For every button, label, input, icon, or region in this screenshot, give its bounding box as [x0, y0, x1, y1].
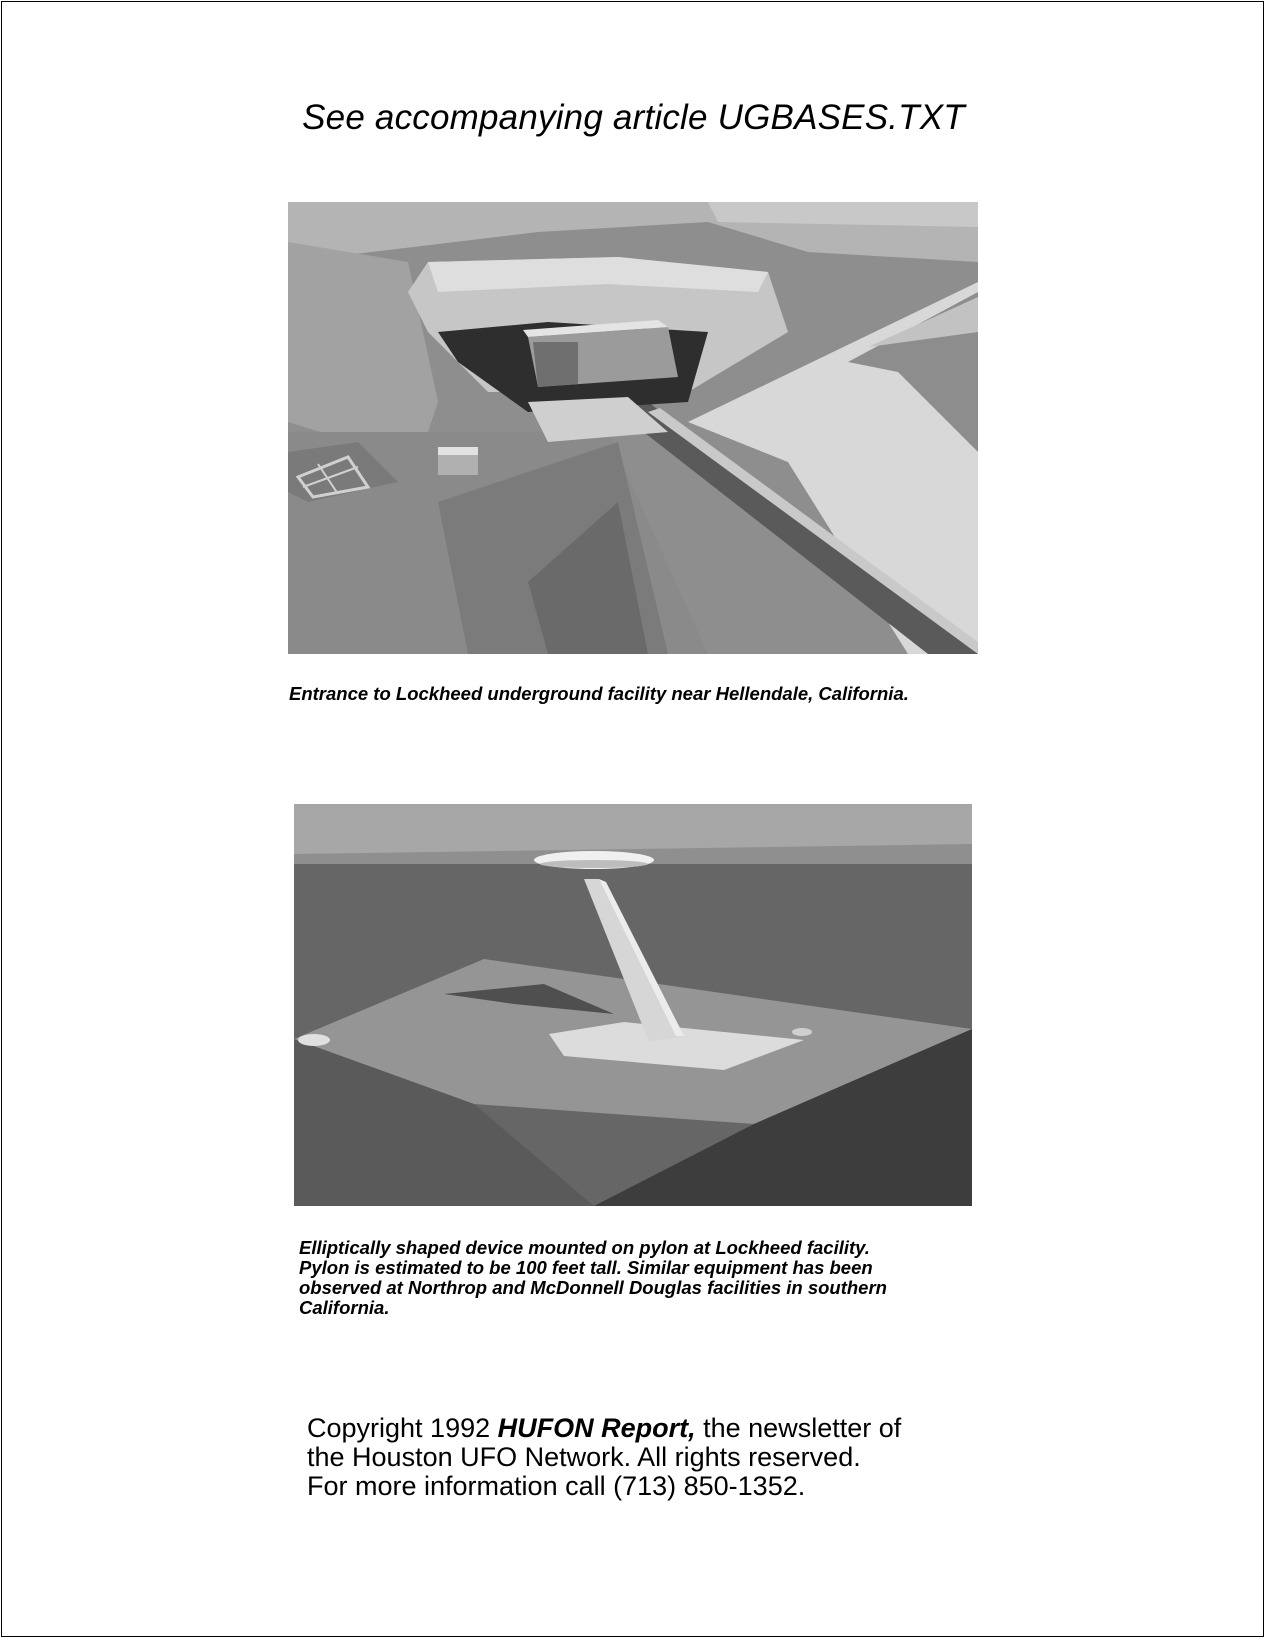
caption-line: observed at Northrop and McDonnell Douglas facilities in southern: [299, 1277, 887, 1298]
copyright-line-2: the Houston UFO Network. All rights reserved.: [307, 1442, 861, 1472]
pylon-device-photo: [294, 804, 972, 1206]
copyright-prefix: Copyright 1992: [307, 1413, 498, 1443]
copyright-line-1: [307, 1414, 901, 1443]
pylon-device-image: [294, 804, 972, 1206]
pylon-device-caption: [299, 1238, 979, 1318]
publication-name: HUFON Report,: [497, 1413, 696, 1443]
facility-entrance-image: [288, 202, 978, 654]
copyright-suffix: the newsletter of: [695, 1413, 902, 1443]
caption-line: California.: [299, 1297, 390, 1318]
facility-entrance-photo: [288, 202, 978, 654]
page-title: See accompanying article UGBASES.TXT: [302, 98, 965, 137]
copyright-notice: [307, 1414, 901, 1501]
facility-entrance-caption: Entrance to Lockheed underground facility near Hellendale, California.: [289, 683, 909, 704]
caption-line: Pylon is estimated to be 100 feet tall. Similar equipment has been: [299, 1257, 873, 1278]
caption-line: Elliptically shaped device mounted on pylon at Lockheed facility.: [299, 1237, 870, 1258]
contact-phone-line: For more information call (713) 850-1352.: [307, 1471, 806, 1501]
